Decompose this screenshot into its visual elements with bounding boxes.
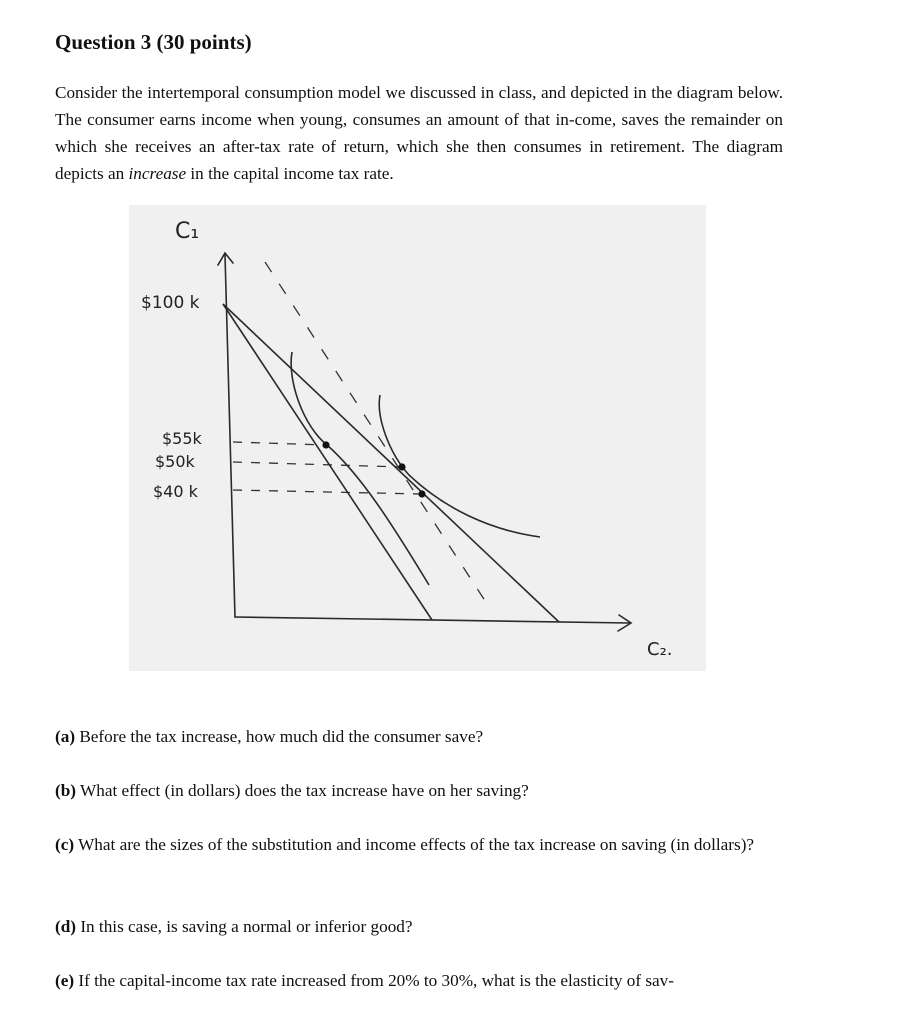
question-e: [55, 967, 783, 994]
question-e-label: (e): [55, 971, 75, 990]
intro-text-1: Consider the intertemporal consumption model we discussed in class, and depicted in the diagram below. The consumer earns income when young, consumes an amount of that in-come, saves the remainder on which she receives an after-tax rate of return, which she then consumes in retirement. The diagram depicts an: [55, 83, 783, 183]
point-after-tax: [322, 441, 329, 448]
guide-55k: [233, 442, 326, 445]
question-c-label: (c): [55, 835, 75, 854]
label-100k: $100 k: [141, 293, 200, 313]
question-d-label: (d): [55, 917, 77, 936]
intro-emphasis: increase: [128, 164, 187, 183]
question-d: [55, 913, 783, 940]
intro-text-2: in the capital income tax rate.: [186, 164, 394, 183]
question-title: Question 3 (30 points): [55, 30, 252, 54]
guide-40k: [233, 490, 422, 494]
label-40k: $40 k: [153, 482, 198, 501]
question-c: [55, 831, 783, 858]
question-b-text: What effect (in dollars) does the tax increase have on her saving?: [76, 781, 529, 800]
question-a-text: Before the tax increase, how much did the consumer save?: [75, 727, 484, 746]
question-b-label: (b): [55, 781, 77, 800]
question-c-text: What are the sizes of the substitution and income effects of the tax increase on saving (in dollars)?: [74, 835, 755, 854]
consumption-diagram: [129, 205, 706, 671]
question-intro: [55, 79, 783, 187]
question-a: [55, 723, 783, 750]
x-axis-label: C₂.: [647, 639, 673, 660]
y-axis-label: C₁: [175, 219, 200, 244]
diagram-svg: [129, 205, 706, 671]
question-e-text: If the capital-income tax rate increased from 20% to 30%, what is the elasticity of sav-: [74, 971, 674, 990]
point-before-tax: [418, 490, 425, 497]
question-b: [55, 777, 783, 804]
label-55k: $55k: [162, 429, 202, 448]
question-d-text: In this case, is saving a normal or inferior good?: [76, 917, 413, 936]
label-50k: $50k: [155, 452, 195, 471]
compensated-budget-line: [265, 262, 491, 610]
question-a-label: (a): [55, 727, 76, 746]
guide-50k: [233, 462, 402, 467]
point-compensated: [398, 463, 405, 470]
